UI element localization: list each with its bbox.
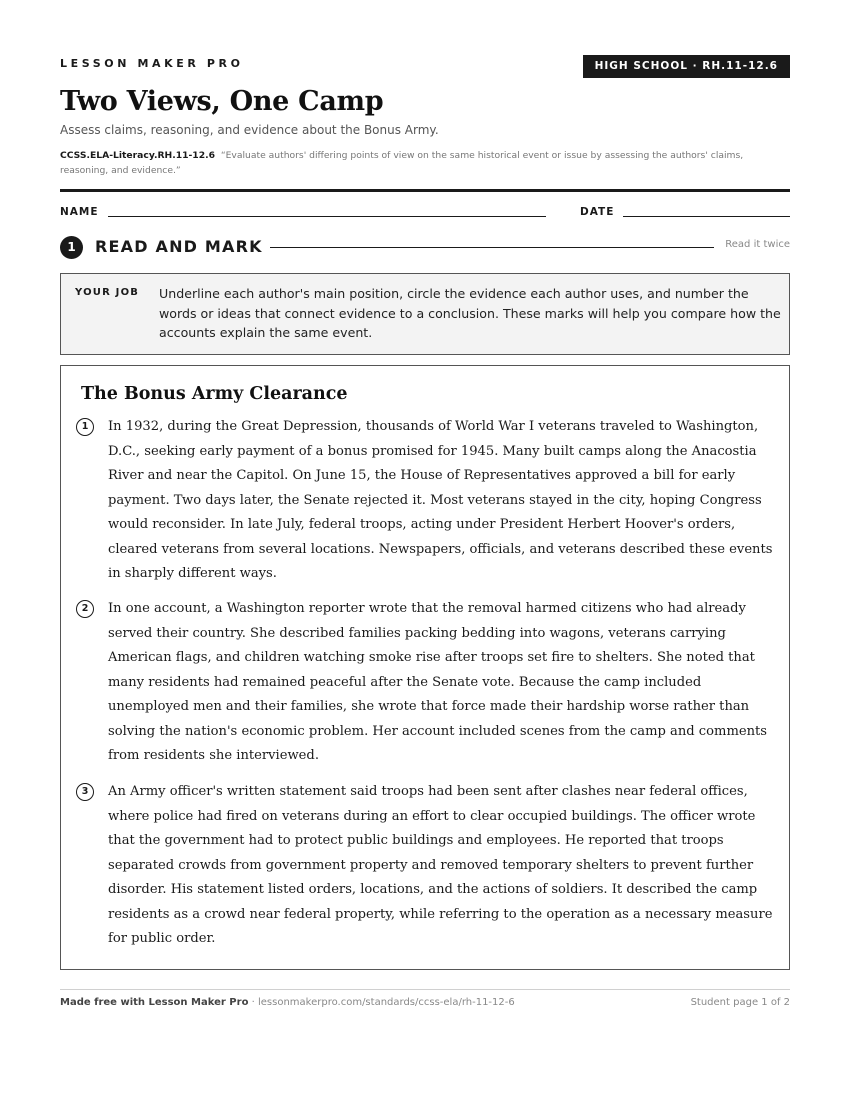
footer-credit [60,997,515,1008]
standard-text: “Evaluate authors' differing points of view on the same historical event or issue by assessing the authors' claims, reasoning, and evidence.” [60,150,744,176]
paragraph-text: In one account, a Washington reporter wrote that the removal harmed citizens who had already served their country. She described families packing bedding into wagons, veterans carrying American flags, and children watching smoke rise after troops set fire to shelters. She noted that many residents had remained peaceful after the Senate vote. Because the camp included unemployed men and their families, she wrote that force made their hardship worse rather than solving the nation's economic problem. Her account included scenes from the camp and comments from residents she interviewed. [108,601,768,763]
name-label: NAME [60,206,99,218]
name-field[interactable] [108,216,546,217]
paragraph-number: 2 [76,600,94,618]
footer-url[interactable]: · lessonmakerpro.com/standards/ccss-ela/rh-11-12-6 [248,997,515,1008]
page-subtitle: Assess claims, reasoning, and evidence about the Bonus Army. [60,123,439,137]
section-header [60,236,790,258]
section-note: Read it twice [725,239,790,250]
section-number-badge: 1 [60,236,83,259]
footer-page-number: Student page 1 of 2 [690,997,790,1008]
section-rule [270,247,714,248]
paragraph-number: 1 [76,418,94,436]
name-date-row [60,206,790,220]
level-badge: HIGH SCHOOL · RH.11-12.6 [583,55,790,78]
page-title: Two Views, One Camp [60,86,384,117]
your-job-label: YOUR JOB [75,287,140,298]
passage-title: The Bonus Army Clearance [81,384,348,404]
footer-divider [60,989,790,990]
standard-citation [60,148,790,178]
date-field[interactable] [623,216,790,217]
reading-passage [60,365,790,970]
header-divider [60,189,790,192]
paragraph-text: In 1932, during the Great Depression, thousands of World War I veterans traveled to Washington, D.C., seeking early payment of a bonus promised for 1945. Many built camps along the Anacostia River and near the Capitol. On June 15, the House of Representatives approved a bill for early payment. Two days later, the Senate rejected it. Most veterans stayed in the city, hoping Congress would reconsider. In late July, federal troops, acting under President Herbert Hoover's orders, cleared veterans from several locations. Newspapers, officials, and veterans described these events in sharply different ways. [108,419,773,581]
section-title: READ AND MARK [95,237,263,256]
standard-code: CCSS.ELA-Literacy.RH.11-12.6 [60,150,215,161]
date-label: DATE [580,206,615,218]
paragraph-text: An Army officer's written statement said troops had been sent after clashes near federal offices, where police had fired on veterans during an effort to clear occupied buildings. The officer wrote that the government had to protect public buildings and employees. He reported that troops separated crowds from government property and removed temporary shelters to prevent further disorder. His statement listed orders, locations, and the actions of soldiers. It described the camp residents as a crowd near federal property, while referring to the operation as a necessary measure for public order. [108,784,773,946]
footer-made-with: Made free with Lesson Maker Pro [60,997,249,1008]
your-job-box [60,273,790,355]
paragraph-number: 3 [76,783,94,801]
top-bar [60,55,790,79]
your-job-text: Underline each author's main position, circle the evidence each author uses, and number the words or ideas that connect evidence to a conclusion. These marks will help you compare how the accounts explain the same event. [159,286,781,340]
brand-name: LESSON MAKER PRO [60,57,244,70]
